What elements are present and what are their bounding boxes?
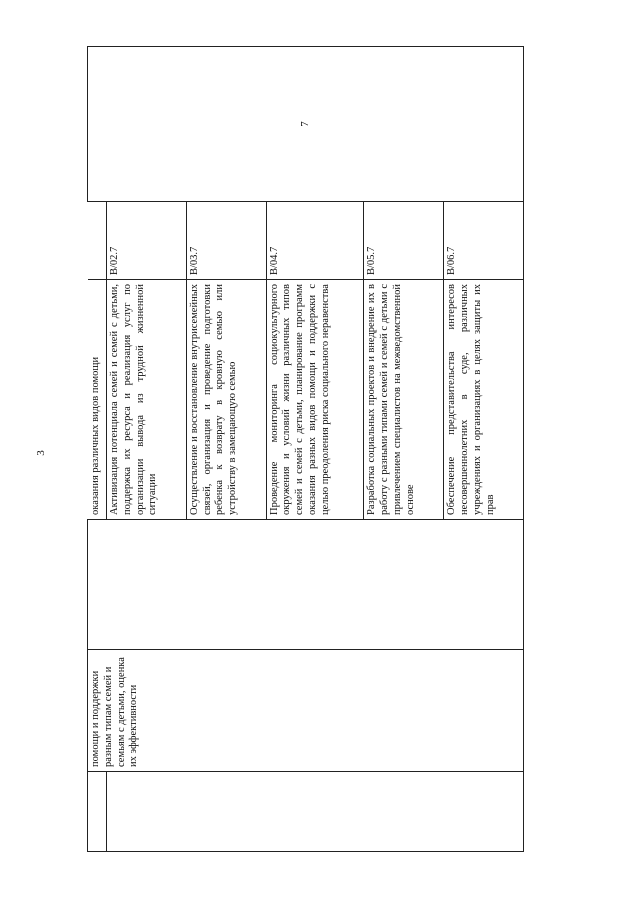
left-title-cell xyxy=(88,650,524,772)
function-text: Обеспечение представительства интересов несовершеннолетних в суде, различных учреждениях и организациях в целях защиты их прав xyxy=(444,280,524,520)
rotated-table-sheet xyxy=(87,47,524,852)
function-text: Осуществление и восстановление внутрисемейных связей, организация и проведение подготовки ребенка к возврату в кровную семью или устройству в замещающую семью xyxy=(186,280,266,520)
function-code: B/06.7 xyxy=(444,202,524,280)
empty-cell xyxy=(88,772,107,852)
function-code: B/05.7 xyxy=(364,202,444,280)
empty-cell xyxy=(107,772,524,852)
empty-cell xyxy=(88,520,524,650)
function-code: B/02.7 xyxy=(107,202,187,280)
level-value: 7 xyxy=(298,121,311,127)
left-title: помощи и поддержки разным типам семей и семьям с детьми, оценка их эффективности xyxy=(90,657,140,767)
page-number: 3 xyxy=(34,450,47,456)
table-row xyxy=(88,47,107,852)
level-cell xyxy=(88,47,524,202)
function-text: Разработка социальных проектов и внедрение их в работу с разными типами семей и семей с детьми с привлечением специалистов на межведомственной основе xyxy=(364,280,444,520)
functions-table xyxy=(87,46,524,852)
function-text: Активизация потенциала семей и семей с детьми, поддержка их ресурса и реализация услуг по организации вывода из трудной жизненной ситуации xyxy=(107,280,187,520)
function-text: Проведение мониторинга социокультурного окружения и условий жизни различных типов семей и семей с детьми, планирование программ оказания разных видов помощи и поддержки с целью преодоления риска социального неравенства xyxy=(266,280,364,520)
header-cell: оказания различных видов помощи xyxy=(88,280,107,520)
empty-cell xyxy=(88,202,107,280)
function-code: B/03.7 xyxy=(186,202,266,280)
function-code: B/04.7 xyxy=(266,202,364,280)
